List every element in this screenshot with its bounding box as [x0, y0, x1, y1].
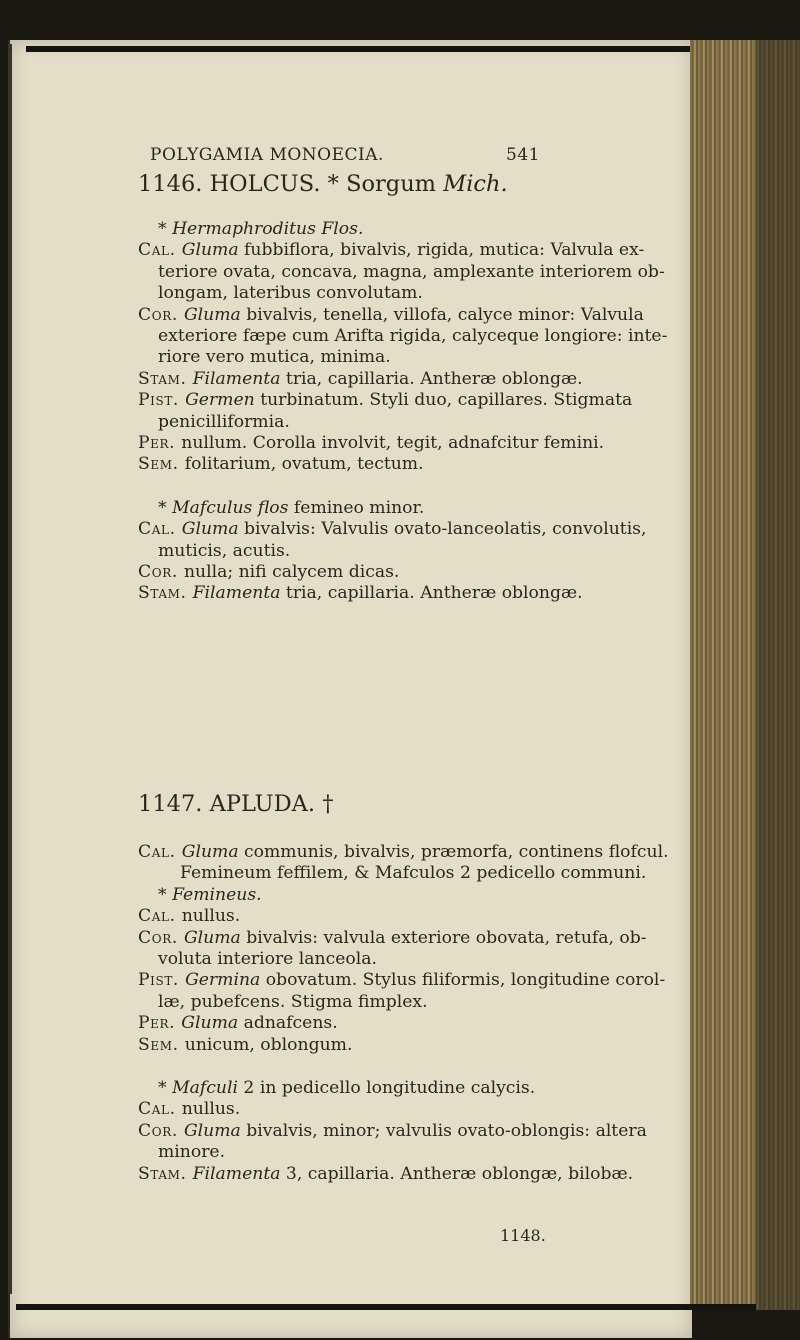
italic-term: Gluma — [181, 1013, 239, 1034]
text-line — [138, 306, 644, 326]
genus-heading-text: 1146. HOLCUS. * Sorgum — [138, 171, 444, 197]
organ-label: Cal. — [138, 240, 182, 261]
description-text: bivalvis, tenella, villofa, calyce minor: Valvula — [240, 304, 644, 325]
organ-label: Cal. — [138, 1099, 182, 1120]
text-line — [138, 843, 669, 863]
italic-term: Germina — [185, 970, 261, 991]
description-text: exteriore fæpe cum Arifta rigida, calyceque longiore: inte- — [158, 326, 668, 346]
text-line — [158, 220, 363, 240]
description-text: riore vero mutica, minima. — [158, 347, 391, 368]
description-text: tria, capillaria. Antheræ oblongæ. — [280, 583, 583, 604]
italic-term: Gluma — [183, 927, 241, 948]
asterisk-mark: * — [158, 884, 173, 905]
italic-term: Mafculi — [172, 1078, 238, 1098]
organ-label: Sem. — [138, 454, 185, 475]
text-line — [138, 1014, 338, 1034]
asterisk-mark: * — [158, 497, 173, 518]
organ-label: Per. — [138, 433, 182, 453]
text-line — [138, 391, 632, 411]
italic-term: Filamenta — [192, 583, 281, 604]
text-line — [158, 263, 665, 283]
organ-label: Stam. — [138, 583, 193, 604]
genus-heading-apluda — [138, 791, 698, 817]
text-line — [138, 1165, 633, 1185]
organ-label: Cor. — [138, 927, 184, 948]
description-text: 2 in pedicello longitudine calycis. — [237, 1078, 536, 1098]
page-left-edge — [8, 44, 12, 1294]
text-line — [158, 950, 377, 970]
asterisk-mark: * — [158, 219, 173, 239]
description-text: bivalvis: Valvulis ovato-lanceolatis, convolutis, — [238, 519, 647, 540]
organ-label: Stam. — [138, 1163, 193, 1184]
description-text: folitarium, ovatum, tectum. — [184, 454, 424, 475]
text-line — [138, 1100, 240, 1120]
italic-term: Gluma — [183, 304, 241, 325]
description-text: unicum, oblongum. — [184, 1034, 353, 1055]
description-text: muticis, acutis. — [158, 540, 291, 561]
text-line — [138, 1036, 352, 1056]
italic-term: Filamenta — [192, 1163, 281, 1184]
organ-label: Cal. — [138, 842, 182, 862]
description-text: nulla; nifi calycem dicas. — [183, 562, 400, 582]
text-line — [138, 971, 665, 991]
running-head-title: POLYGAMIA MONOECIA. — [150, 145, 384, 165]
description-text: tria, capillaria. Antheræ oblongæ. — [280, 368, 583, 389]
text-line — [158, 348, 391, 368]
description-text: fubbiflora, bivalvis, rigida, mutica: Valvula ex- — [238, 240, 645, 261]
description-text: nullus. — [181, 1099, 241, 1120]
organ-label: Cor. — [138, 304, 184, 325]
text-line — [138, 584, 583, 604]
text-line — [138, 563, 399, 583]
description-text: minore. — [158, 1142, 226, 1163]
description-text: bivalvis: valvula exteriore obovata, retufa, ob- — [240, 927, 647, 948]
genus-heading-text: 1147. APLUDA. † — [138, 791, 334, 817]
description-text: teriore ovata, concava, magna, amplexante interiorem ob- — [158, 261, 665, 282]
organ-label: Sem. — [138, 1034, 185, 1055]
italic-term: Hermaphroditus Flos. — [172, 219, 364, 239]
asterisk-mark: * — [158, 1078, 173, 1098]
text-line — [138, 1122, 647, 1142]
description-text: longam, lateribus convolutam. — [158, 283, 423, 304]
text-line — [138, 929, 647, 949]
text-line — [158, 413, 290, 433]
description-text: 3, capillaria. Antheræ oblongæ, bilobæ. — [280, 1163, 634, 1184]
text-line — [158, 284, 423, 304]
running-head — [150, 145, 540, 165]
italic-term: Femineus. — [172, 884, 262, 905]
text-line — [138, 520, 646, 540]
catchword: 1148. — [500, 1226, 546, 1245]
italic-term: Mafculus flos — [172, 497, 289, 518]
description-text: communis, bivalvis, præmorfa, continens flofcul. — [238, 842, 669, 862]
text-line — [138, 434, 604, 454]
text-line — [158, 886, 262, 906]
description-text: nullum. Corolla involvit, tegit, adnafcitur femini. — [181, 433, 605, 453]
description-text: læ, pubefcens. Stigma fimplex. — [158, 991, 428, 1012]
italic-term: Gluma — [181, 842, 239, 862]
description-text: bivalvis, minor; valvulis ovato-oblongis: altera — [240, 1120, 647, 1141]
description-text: nullus. — [181, 906, 241, 927]
description-text: femineo minor. — [288, 497, 425, 518]
description-text: turbinatum. Styli duo, capillares. Stigmata — [254, 390, 633, 411]
italic-term: Germen — [185, 390, 255, 411]
text-line — [138, 241, 644, 261]
text-line — [138, 907, 240, 927]
text-line — [158, 1143, 225, 1163]
page-top-edge — [26, 46, 690, 52]
description-text: adnafcens. — [238, 1013, 338, 1034]
genus-heading-holcus — [138, 171, 698, 197]
organ-label: Stam. — [138, 368, 193, 389]
organ-label: Cor. — [138, 1120, 184, 1141]
italic-term: Gluma — [183, 1120, 241, 1141]
description-text: obovatum. Stylus filiformis, longitudine corol- — [260, 970, 666, 991]
italic-term: Filamenta — [192, 368, 281, 389]
book-fore-edge-shadow — [756, 40, 800, 1310]
text-line — [158, 1079, 535, 1099]
text-line — [158, 993, 428, 1013]
organ-label: Cal. — [138, 906, 182, 927]
page-number: 541 — [506, 145, 540, 165]
page-bottom-edge — [16, 1304, 756, 1310]
italic-term: Gluma — [181, 240, 239, 261]
description-text: voluta interiore lanceola. — [158, 949, 377, 969]
organ-label: Cal. — [138, 519, 182, 540]
organ-label: Pist. — [138, 390, 186, 411]
text-line — [138, 370, 583, 390]
genus-heading-author: Mich. — [443, 171, 508, 197]
organ-label: Per. — [138, 1013, 182, 1034]
text-line — [138, 455, 424, 475]
text-line — [180, 864, 646, 884]
text-line — [158, 499, 424, 519]
organ-label: Cor. — [138, 562, 184, 582]
description-text: Femineum feffilem, & Mafculos 2 pedicello communi. — [180, 863, 647, 884]
text-line — [158, 327, 667, 347]
description-text: penicilliformia. — [158, 411, 290, 432]
organ-label: Pist. — [138, 970, 186, 991]
text-line — [158, 542, 290, 562]
italic-term: Gluma — [181, 519, 239, 540]
